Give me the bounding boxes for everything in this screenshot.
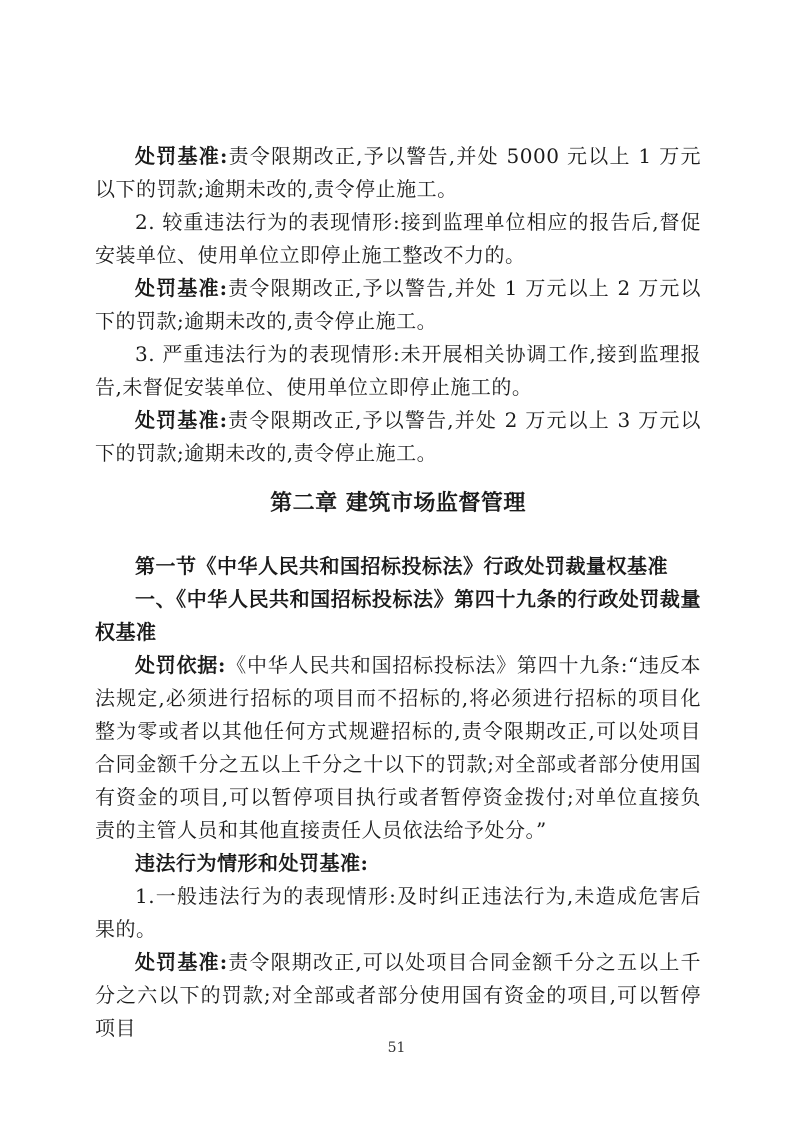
para-lead-label: 处罚基准: (135, 408, 228, 432)
section-heading (95, 550, 701, 583)
para-text: 责令限期改正,予以警告,并处 5000 元以上 1 万元以下的罚款;逾期未改的,责令停止施工。 (95, 144, 701, 201)
section-heading (95, 847, 701, 880)
para-text: 第一节《中华人民共和国招标投标法》行政处罚裁量权基准 (135, 554, 668, 578)
body-paragraph (95, 206, 701, 272)
section-heading (95, 583, 701, 649)
document-body (95, 140, 701, 1045)
body-paragraph (95, 272, 701, 338)
para-text: 3. 严重违法行为的表现情形:未开展相关协调工作,接到监理报告,未督促安装单位、使用单位立即停止施工的。 (95, 342, 701, 399)
body-paragraph (95, 140, 701, 206)
para-text: 责令限期改正,予以警告,并处 2 万元以上 3 万元以下的罚款;逾期未改的,责令停止施工。 (95, 408, 702, 465)
para-text: 第二章 建筑市场监督管理 (270, 491, 526, 516)
para-lead-label: 处罚基准: (135, 950, 228, 974)
para-text: 《中华人民共和国招标投标法》第四十九条:“违反本法规定,必须进行招标的项目而不招标的,将必须进行招标的项目化整为零或者以其他任何方式规避招标的,责令限期改正,可以处项目合同金额千分之五以上千分之十以下的罚款;对全部或者部分使用国有资金的项目,可以暂停项目执行或者暂停资金拨付;对单位直接负责的主管人员和其他直接责任人员依法给予处分。” (95, 653, 701, 842)
para-text: 一、《中华人民共和国招标投标法》第四十九条的行政处罚裁量权基准 (95, 587, 701, 644)
para-text: 违法行为情形和处罚基准: (135, 851, 369, 875)
para-text: 2. 较重违法行为的表现情形:接到监理单位相应的报告后,督促安装单位、使用单位立即停止施工整改不力的。 (95, 210, 701, 267)
para-text: 责令限期改正,可以处项目合同金额千分之五以上千分之六以下的罚款;对全部或者部分使用国有资金的项目,可以暂停项目 (95, 950, 701, 1040)
para-lead-label: 处罚基准: (135, 144, 228, 168)
para-text: 1.一般违法行为的表现情形:及时纠正违法行为,未造成危害后果的。 (95, 884, 701, 941)
body-paragraph (95, 649, 701, 847)
body-paragraph (95, 880, 701, 946)
body-paragraph (95, 338, 701, 404)
body-paragraph (95, 404, 701, 470)
para-lead-label: 处罚依据: (135, 653, 226, 677)
para-text: 责令限期改正,予以警告,并处 1 万元以上 2 万元以下的罚款;逾期未改的,责令停止施工。 (95, 276, 702, 333)
body-paragraph (95, 946, 701, 1045)
page-number: 51 (387, 1040, 406, 1056)
chapter-heading (95, 487, 701, 520)
para-lead-label: 处罚基准: (135, 276, 228, 300)
